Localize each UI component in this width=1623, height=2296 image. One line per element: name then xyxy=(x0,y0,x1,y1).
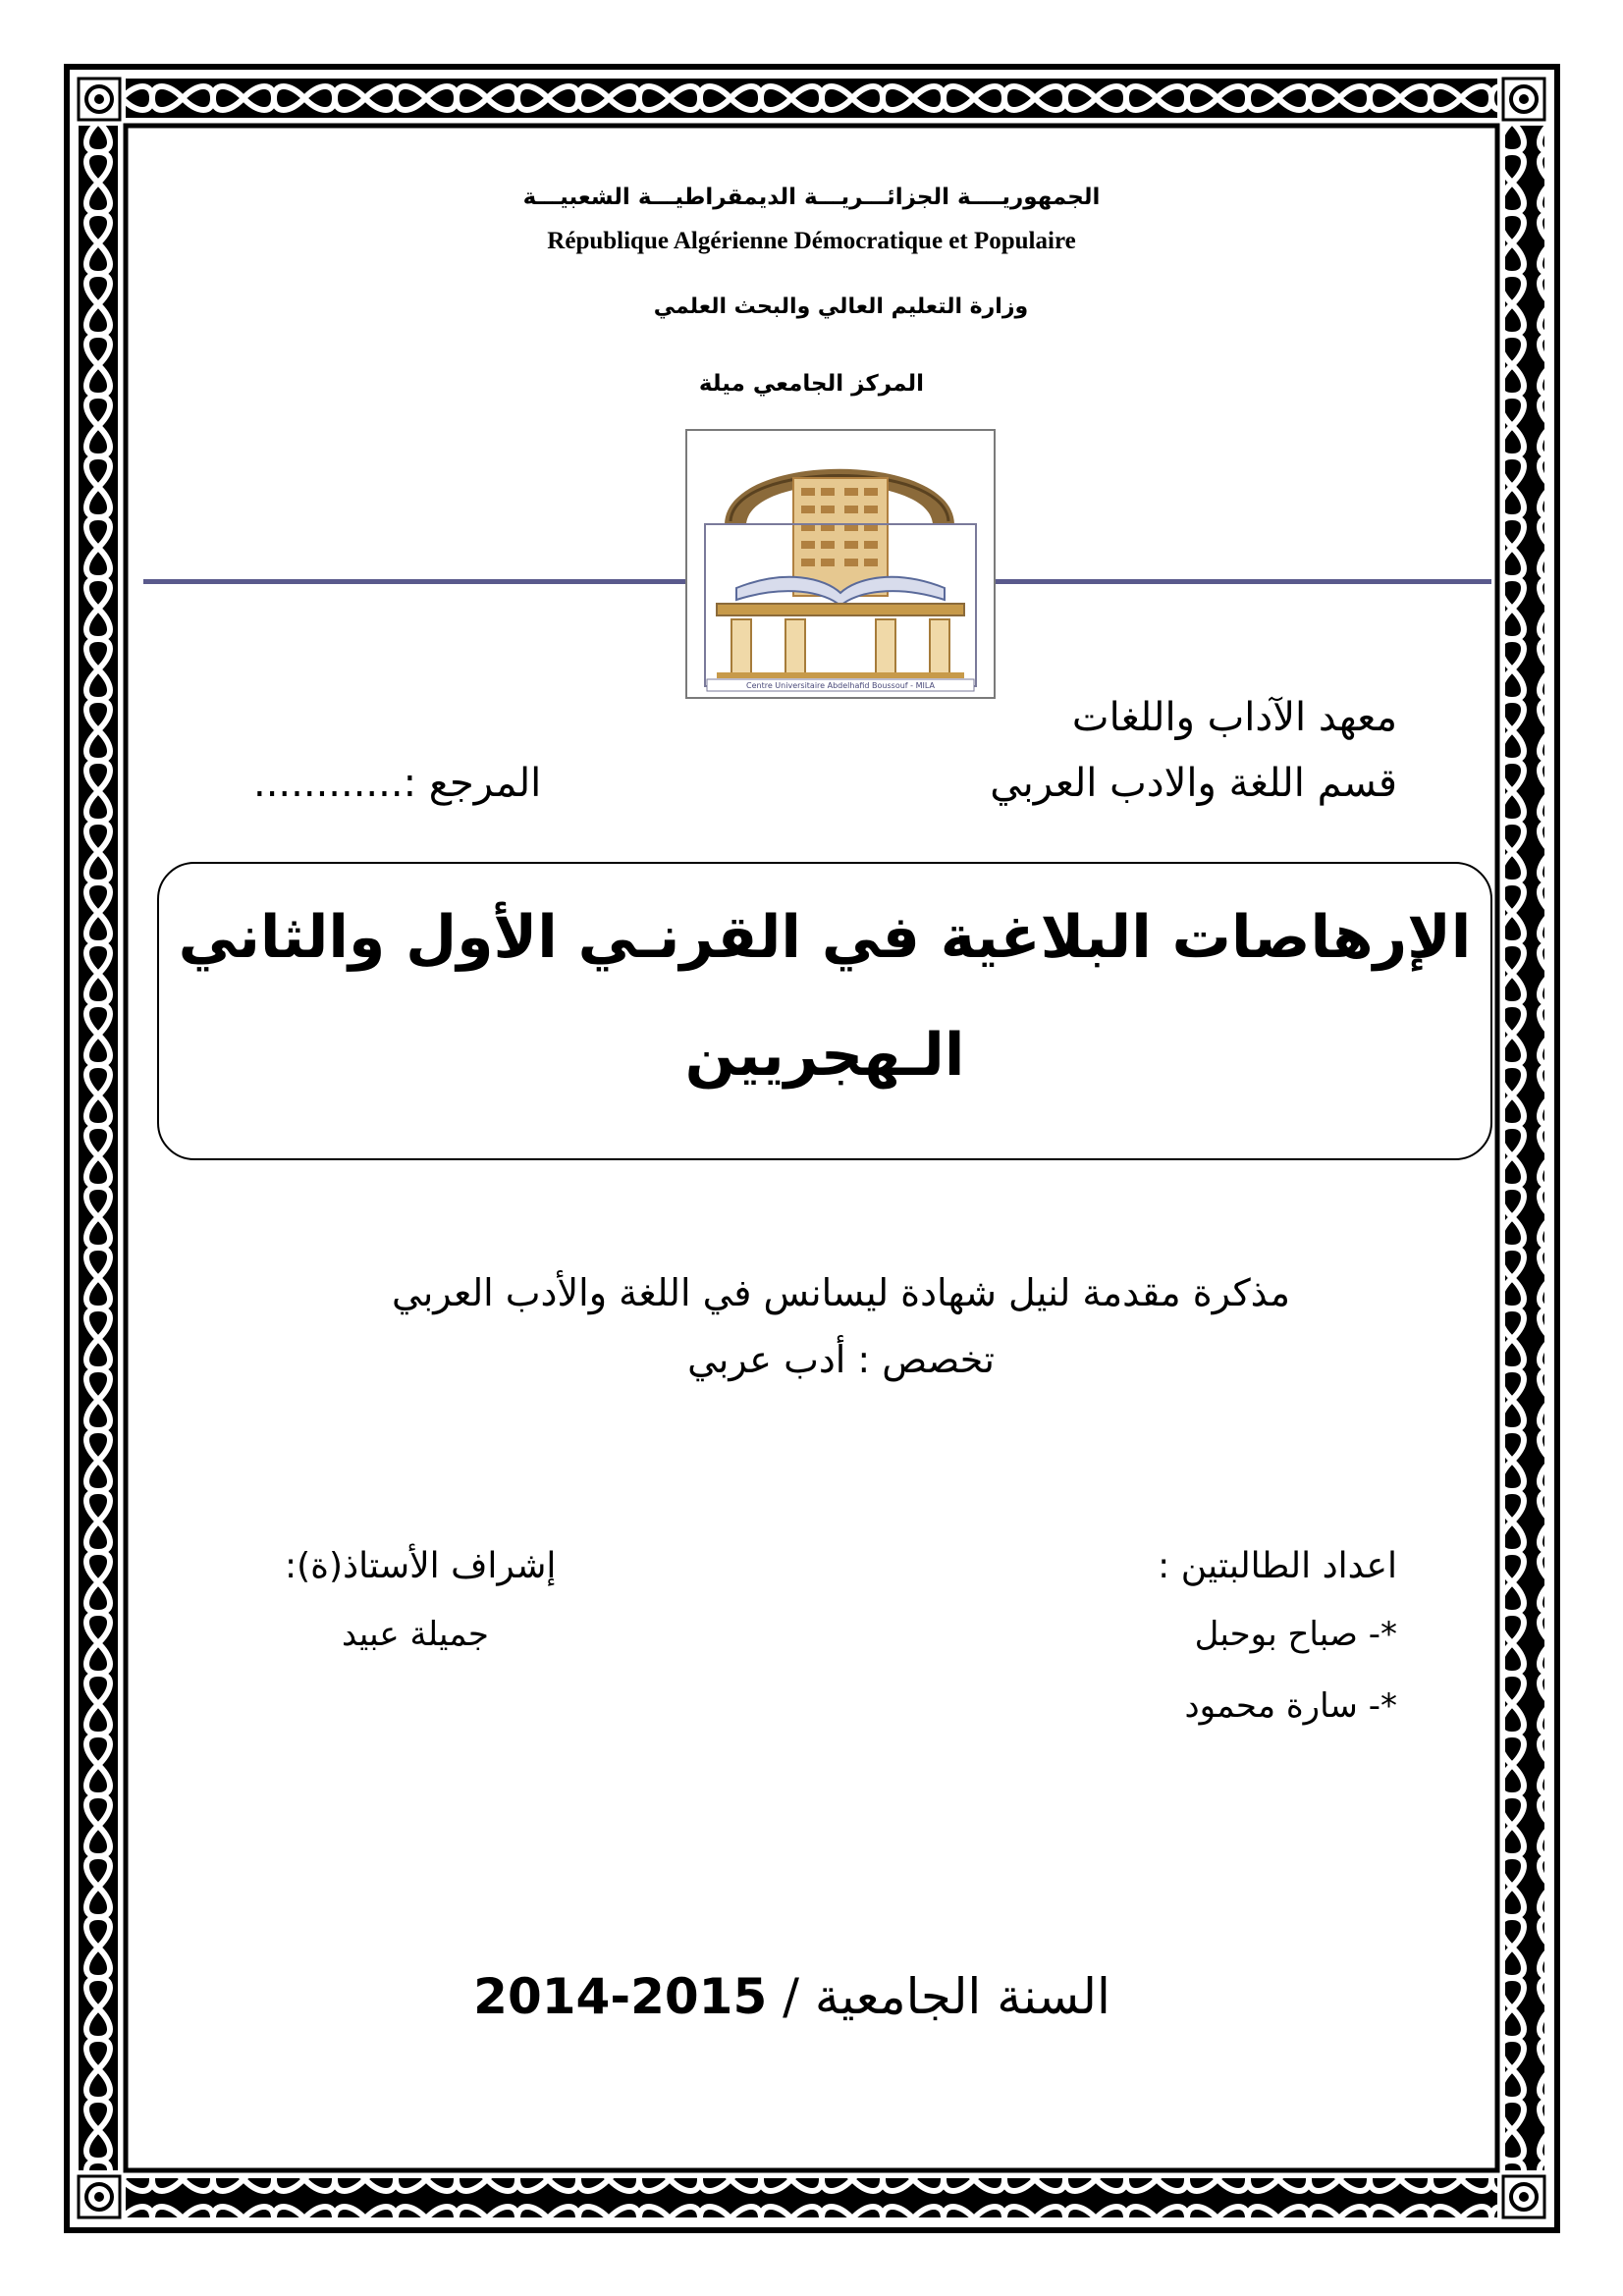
students-label: اعداد الطالبتين : xyxy=(1158,1546,1397,1586)
memo-purpose: مذكرة مقدمة لنيل شهادة ليسانس في اللغة والأدب العربي xyxy=(392,1271,1290,1314)
logo-emblem-icon xyxy=(687,431,994,697)
academic-year xyxy=(0,1968,1623,2025)
ministry-name: وزارة التعليم العالي والبحث العلمي xyxy=(653,294,1029,319)
student-name: *- سارة محمود xyxy=(1184,1686,1397,1726)
republic-name-french: République Algérienne Démocratique et Populaire xyxy=(547,228,1076,254)
header-rule-right xyxy=(996,579,1491,584)
academic-year-value: 2014-2015 xyxy=(473,1968,768,2025)
thesis-title-line-1: الإرهاصات البلاغية في القرنـي الأول والثاني xyxy=(178,903,1472,972)
university-logo xyxy=(685,429,996,699)
university-center-name: المركز الجامعي ميلة xyxy=(698,371,925,397)
student-name: *- صباح بوحبل xyxy=(1194,1615,1397,1654)
thesis-title-line-2: الـهجريين xyxy=(684,1021,965,1090)
reference-field: المرجع :............ xyxy=(253,761,542,806)
supervisor-label: إشراف الأستاذ(ة): xyxy=(285,1546,557,1586)
department-name: قسم اللغة والادب العربي xyxy=(990,761,1397,806)
academic-year-label: السنة الجامعية / xyxy=(783,1968,1110,2025)
institute-name: معهد الآداب واللغات xyxy=(1071,695,1397,740)
republic-name-arabic: الجمهوريــــة الجزائـــريـــة الديمقراطيـــة الشعبيـــة xyxy=(522,185,1101,210)
header-rule-left xyxy=(143,579,685,584)
supervisor-name: جميلة عبيد xyxy=(342,1615,489,1654)
specialty: تخصص : أدب عربي xyxy=(687,1338,995,1381)
logo-caption: Centre Universitaire Abdelhafid Boussouf - MILA xyxy=(746,681,935,690)
